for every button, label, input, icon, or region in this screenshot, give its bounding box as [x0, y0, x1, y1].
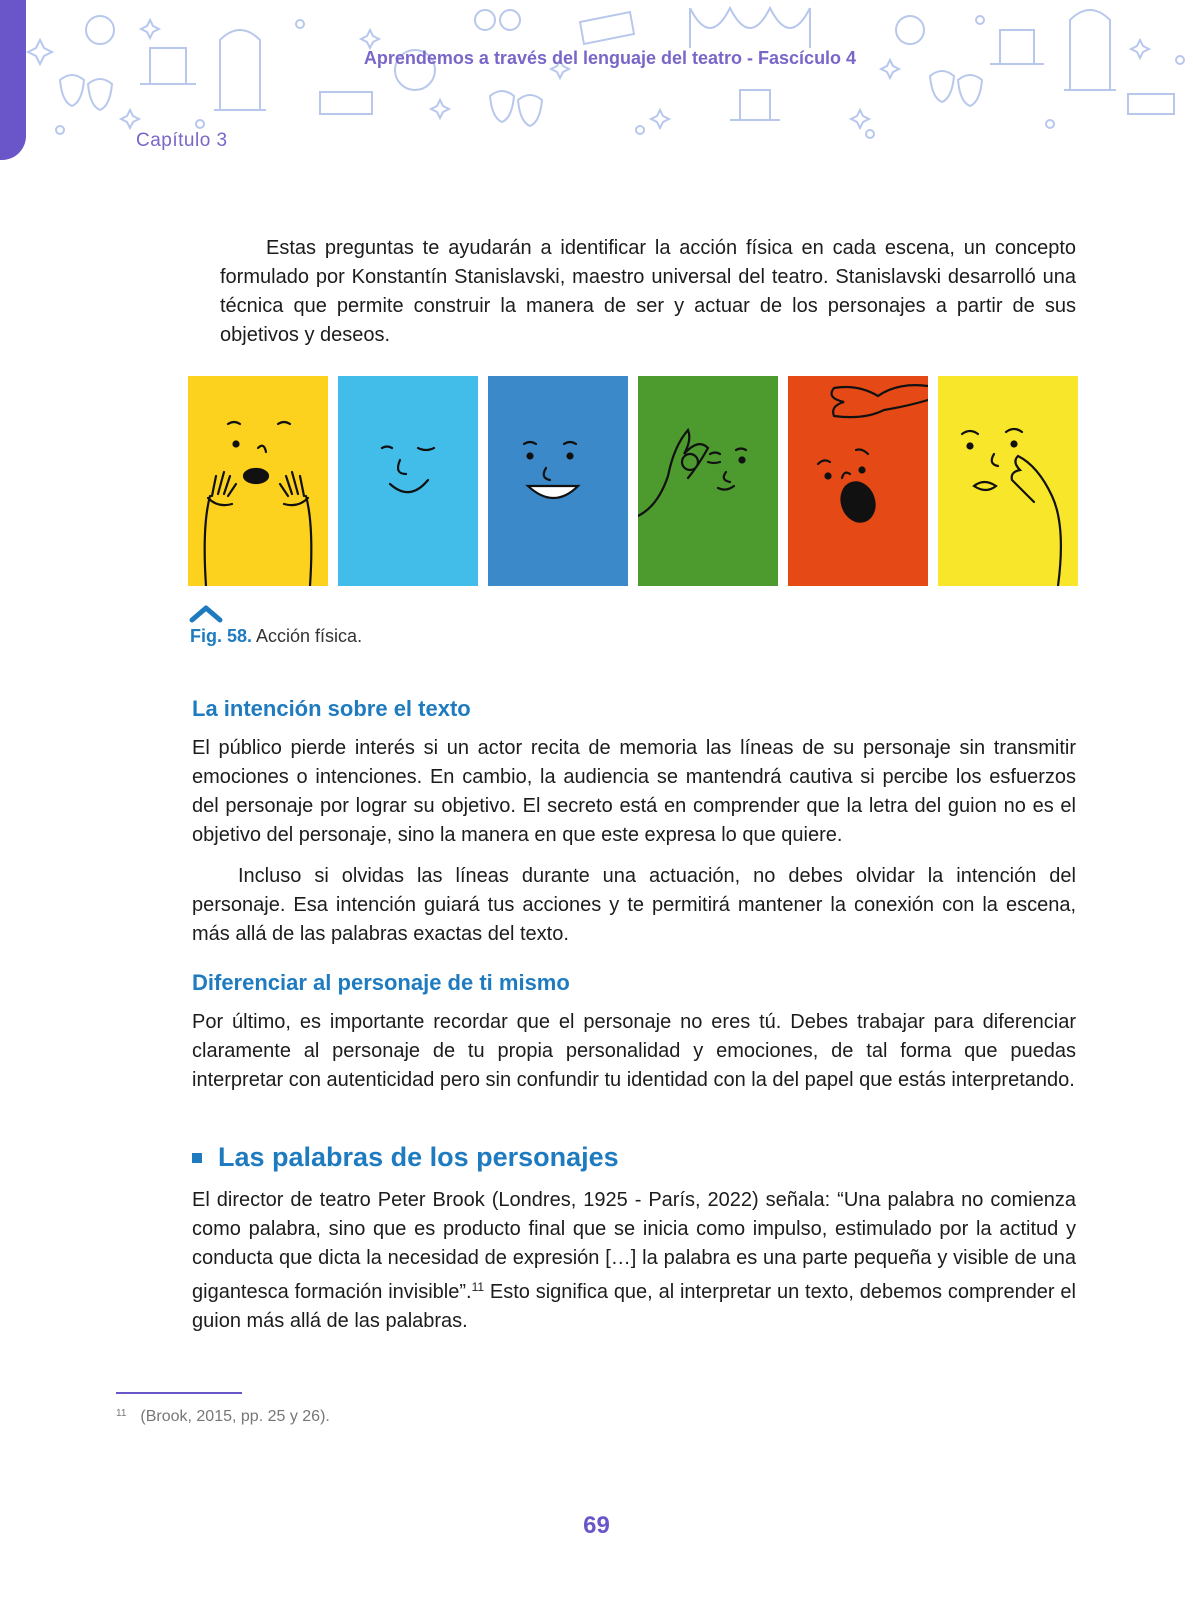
- footnote: [116, 1408, 330, 1426]
- footnote-reference[interactable]: 11: [471, 1280, 485, 1294]
- face-panel-ok-gesture: [638, 376, 778, 586]
- heading-intention: La intención sobre el texto: [192, 696, 471, 721]
- page-number: 69: [583, 1512, 610, 1539]
- panel-background: [638, 376, 778, 586]
- section-title-words-text: Las palabras de los personajes: [218, 1142, 619, 1172]
- footnote-divider: [116, 1392, 242, 1394]
- running-title: Aprendemos a través del lenguaje del teatro - Fascículo 4: [363, 48, 857, 68]
- panel-background: [938, 376, 1078, 586]
- panel-background: [788, 376, 928, 586]
- panel-background: [338, 376, 478, 586]
- differentiate-paragraph: Por último, es importante recordar que el personaje no eres tú. Debes trabajar para diferenciar claramente al personaje de tu propia personalidad y emociones, de tal forma que puedas interpretar con autenticidad pero sin confundir tu identidad con la del papel que estás interpretando.: [192, 1011, 1076, 1091]
- face-panel-winking: [338, 376, 478, 586]
- face-panel-surprised: [188, 376, 328, 586]
- chapter-side-tab: [0, 0, 26, 160]
- figure-caption: [190, 626, 362, 647]
- panel-background: [488, 376, 628, 586]
- footnote-number: 11: [116, 1408, 127, 1419]
- words-paragraph-text: El director de teatro Peter Brook (Londres, 1925 - París, 2022) señala: “Una palabra no comienza como palabra, sino que es producto final que se inicia como impulso, estimulado por la actitud y conducta que dicta la necesidad de expresión […] la palabra es una parte pequeña y visible de una gigantesca formación invisible”.: [192, 1189, 1076, 1303]
- square-bullet-icon: [192, 1153, 202, 1163]
- words-paragraph: [192, 1186, 1076, 1336]
- words-paragraph-continuation: Esto significa que, al interpretar un texto, debemos comprender el guion más allá de las palabras.: [192, 1281, 1076, 1332]
- chevron-up-icon: [188, 604, 224, 624]
- face-panel-thinking: [938, 376, 1078, 586]
- chapter-label: Capítulo 3: [136, 130, 228, 151]
- figure-caption-text: Acción física.: [256, 626, 363, 646]
- face-panel-shouting: [788, 376, 928, 586]
- figure-physical-action: [188, 376, 1076, 586]
- face-panel-smiling: [488, 376, 628, 586]
- intro-paragraph: Estas preguntas te ayudarán a identificar la acción física en cada escena, un concepto formulado por Konstantín Stanislavski, maestro universal del teatro. Stanislavski desarrolló una técnica que permite construir la manera de ser y actuar de los personajes a partir de sus objetivos y deseos.: [220, 237, 1076, 346]
- heading-differentiate: Diferenciar al personaje de ti mismo: [192, 970, 570, 995]
- section-title-words: [192, 1142, 619, 1173]
- intention-paragraph-1: El público pierde interés si un actor recita de memoria las líneas de su personaje sin transmitir emociones o intenciones. En cambio, la audiencia se mantendrá cautiva si percibe los esfuerzos del personaje por lograr su objetivo. El secreto está en comprender que la letra del guion no es el objetivo del personaje, sino la manera en que este expresa lo que quiere.: [192, 737, 1076, 846]
- footnote-text: (Brook, 2015, pp. 25 y 26).: [140, 1408, 330, 1425]
- figure-caption-label: Fig. 58.: [190, 626, 253, 646]
- intention-paragraph-2: Incluso si olvidas las líneas durante una actuación, no debes olvidar la intención del personaje. Esa intención guiará tus acciones y te permitirá mantener la conexión con la escena, más allá de las palabras exactas del texto.: [192, 865, 1076, 945]
